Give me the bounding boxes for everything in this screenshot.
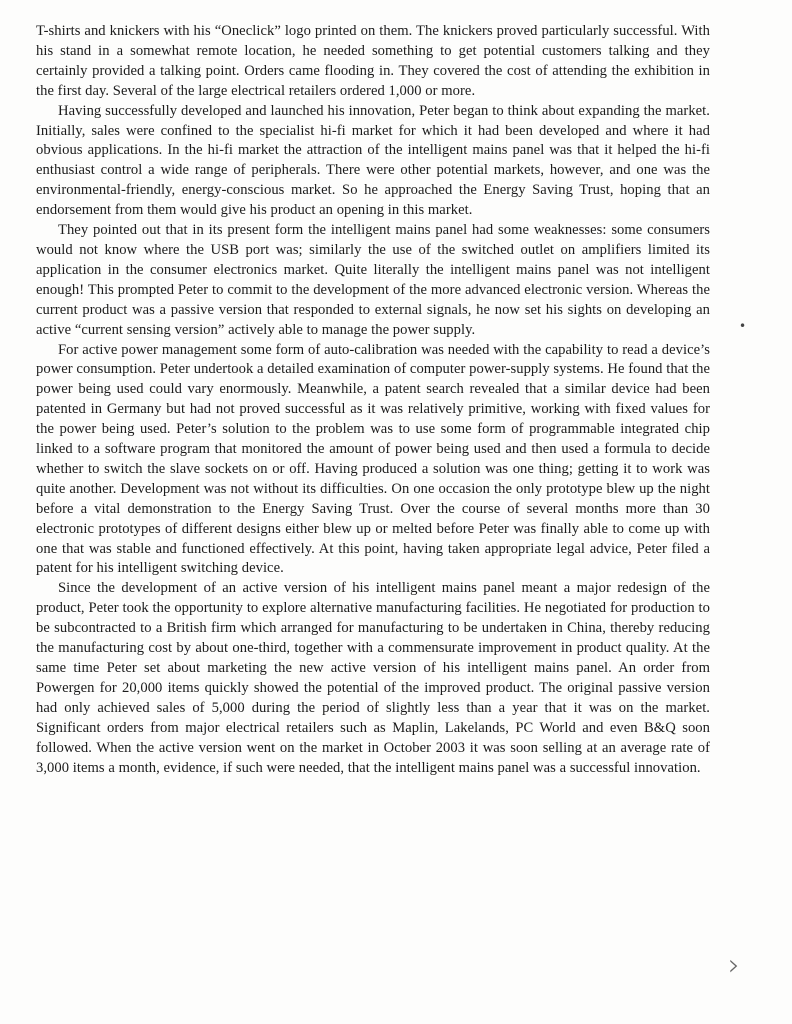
paragraph-5: Since the development of an active version of his intelligent mains panel meant a major redesign of the product, Peter took the opportunity to explore alternative manufacturing facilities. He negotiated for production to be subcontracted to a British firm which arranged for manufacturing to be undertaken in China, thereby reducing the manufacturing cost by about one-third, together with a commensurate improvement in product quality. At the same time Peter set about marketing the new active version of his intelligent mains panel. An order from Powergen for 20,000 items quickly showed the potential of the improved product. The original passive version had only achieved sales of 5,000 during the period of slightly less than a year that it was on the market. Significant orders from major electrical retailers such as Maplin, Lakelands, PC World and even B&Q soon followed. When the active version went on the market in October 2003 it was soon selling at an average rate of 3,000 items a month, evidence, if such were needed, that the intelligent mains panel was a successful innovation. [36, 580, 710, 776]
next-page-chevron-icon: › [728, 948, 740, 983]
body-text [36, 22, 710, 778]
paragraph-4: For active power management some form of auto-calibration was needed with the capability to read a device’s power consumption. Peter undertook a detailed examination of computer power-supply systems. He found that the power being used could vary enormously. Meanwhile, a patent search revealed that a similar device had been patented in Germany but had not proved successful as it was relatively primitive, working with fixed values for the power being used. Peter’s solution to the problem was to use some form of programmable integrated chip linked to a software program that monitored the amount of power being used and then used a formula to decide whether to switch the slave sockets on or off. Having produced a solution was one thing; getting it to work was quite another. Development was not without its difficulties. On one occasion the only prototype blew up the night before a vital demonstration to the Energy Saving Trust. Over the course of several months more than 30 electronic prototypes of different designs either blew up or melted before Peter was finally able to come up with one that was stable and functioned effectively. At this point, having taken appropriate legal advice, Peter filed a patent for his intelligent switching device. [36, 341, 710, 577]
paragraph-3: They pointed out that in its present form the intelligent mains panel had some weaknesses: some consumers would not know where the USB port was; similarly the use of the switched outlet on amplifiers limited its application in the consumer electronics market. Quite literally the intelligent mains panel was not intelligent enough! This prompted Peter to commit to the development of the more advanced electronic version. Whereas the current product was a passive version that responded to external signals, he now set his sights on developing an active “current sensing version” actively able to manage the power supply. [36, 222, 710, 338]
margin-dot-mark: • [739, 319, 747, 333]
paragraph-2: Having successfully developed and launched his innovation, Peter began to think about expanding the market. Initially, sales were confined to the specialist hi-fi market for which it had been developed and where it had obvious applications. In the hi-fi market the attraction of the intelligent mains panel was that it helped the hi-fi enthusiast control a wide range of peripherals. There were other potential markets, however, and one was the environmental-friendly, energy-conscious market. So he approached the Energy Saving Trust, hoping that an endorsement from them would give his product an opening in this market. [36, 102, 710, 219]
paragraph-1: T-shirts and knickers with his “Oneclick” logo printed on them. The knickers proved particularly successful. With his stand in a somewhat remote location, he needed something to get potential customers talking and they certainly provided a talking point. Orders came flooding in. They covered the cost of attending the exhibition in the first day. Several of the large electrical retailers ordered 1,000 or more. [36, 23, 710, 99]
